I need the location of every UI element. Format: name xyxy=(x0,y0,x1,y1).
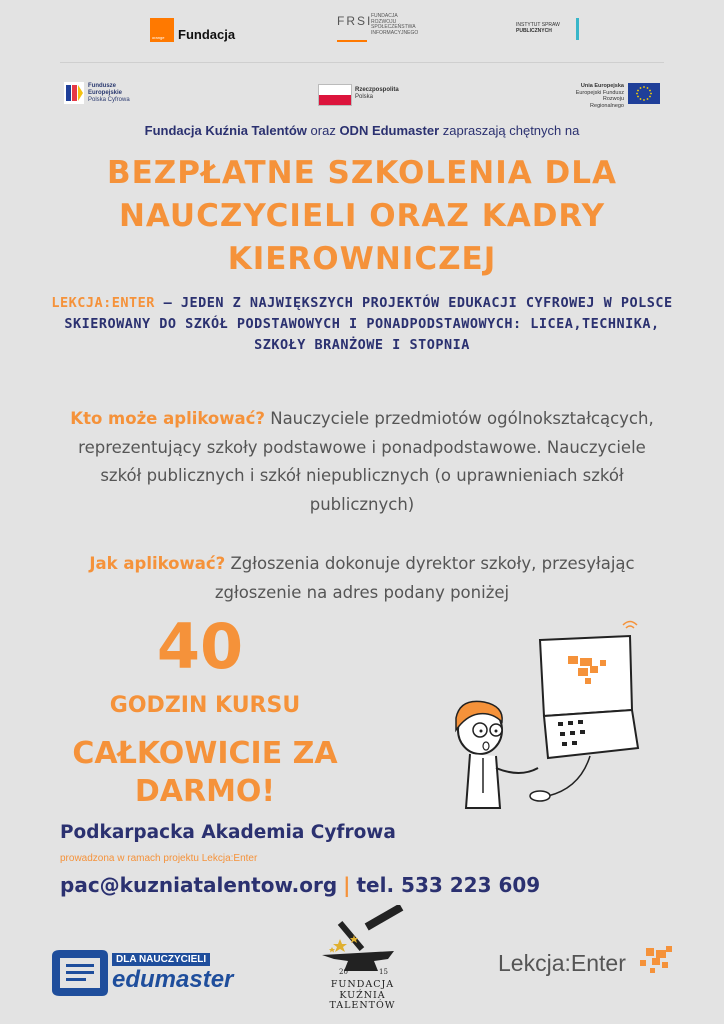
frsi-sub-line: FUNDACJA xyxy=(371,13,398,19)
hours-label: GODZIN KURSU xyxy=(109,693,301,718)
pac-subtitle: prowadzona w ramach projektu Lekcja:Enter xyxy=(60,853,258,864)
fundusze-europejskie-text xyxy=(88,83,130,104)
fe-line: Polska Cyfrowa xyxy=(88,97,130,103)
hours-number: 40 xyxy=(156,610,244,683)
who-lead: Kto może aplikować? xyxy=(70,409,265,428)
contact-email[interactable]: pac@kuzniatalentow.org xyxy=(60,873,338,897)
isp-line: INSTYTUT SPRAW xyxy=(516,22,560,28)
headline-line: KIEROWNICZEJ xyxy=(227,241,497,277)
invite-rest: zapraszają chętnych na xyxy=(439,123,580,138)
contact-line xyxy=(60,873,540,897)
who-can-apply xyxy=(60,405,664,519)
ue-line: Europejski Fundusz xyxy=(575,89,624,96)
rp-line: Rzeczpospolita xyxy=(355,87,399,93)
headline-line: BEZPŁATNE SZKOLENIA DLA xyxy=(106,155,617,191)
edumaster-brand: edumaster xyxy=(112,966,234,993)
kt-line: TALENTÓW xyxy=(329,1000,396,1011)
contact-separator: | xyxy=(343,873,351,897)
orange-logo-text: orange xyxy=(152,35,165,40)
pac-name: Podkarpacka Akademia Cyfrowa xyxy=(60,822,396,843)
fe-line: Fundusze xyxy=(88,83,116,89)
frsi-underline xyxy=(337,40,367,42)
kt-line: FUNDACJA xyxy=(330,979,395,990)
kt-line: KUŹNIA xyxy=(339,989,386,1001)
kt-year-second: 15 xyxy=(379,968,388,976)
isp-line: PUBLICZNYCH xyxy=(516,28,552,34)
orange-logo xyxy=(150,18,174,42)
kuznia-talentow-text xyxy=(320,980,405,1012)
rp-line: Polska xyxy=(355,94,374,100)
project-text: – JEDEN Z NAJWIĘKSZYCH PROJEKTÓW EDUKACJI CYFROWEJ W POLSCE SKIEROWANY DO SZKÓŁ PODSTAWOWYCH I PONADPODSTAWOWYCH: LICEA,TECHNIKA, SZKOŁY BRANŻOWE I STOPNIA xyxy=(64,295,673,353)
lekcja-enter-pixels-icon xyxy=(636,944,676,976)
fe-line: Europejskie xyxy=(88,90,123,96)
header-divider xyxy=(60,62,664,63)
how-text: Zgłoszenia dokonuje dyrektor szkoły, przesyłając zgłoszenie na adres podany poniżej xyxy=(214,554,635,602)
frsi-subtitle xyxy=(371,14,418,36)
anvil-logo-icon xyxy=(318,905,408,975)
headline-line: NAUCZYCIELI ORAZ KADRY xyxy=(118,198,606,234)
eu-flag-icon xyxy=(628,83,660,104)
invitation-line xyxy=(0,123,724,138)
polish-flag-icon xyxy=(318,84,352,106)
frsi-logo: FRSI xyxy=(337,14,373,28)
contact-phone[interactable]: tel. 533 223 609 xyxy=(356,873,541,897)
frsi-sub-line: INFORMACYJNEGO xyxy=(371,29,419,36)
ue-line: Rozwoju Regionalnego xyxy=(590,96,624,109)
who-text: Nauczyciele przedmiotów ogólnokształcących, reprezentujący szkoły podstawowe i ponadpodstawowe. Nauczyciele szkół publicznych i szkół niepublicznych (o uprawnieniach szkół publicznych) xyxy=(78,409,654,514)
project-description xyxy=(40,293,684,356)
frsi-sub-line: ROZWOJU xyxy=(371,18,397,25)
edumaster-label: DLA NAUCZYCIELI xyxy=(112,953,210,966)
kt-year-first: 20 xyxy=(339,968,348,976)
headline xyxy=(40,152,684,281)
how-lead: Jak aplikować? xyxy=(89,554,226,573)
isp-logo xyxy=(516,22,560,34)
org-edumaster: ODN Edumaster xyxy=(339,123,440,138)
frsi-sub-line: SPOŁECZEŃSTWA xyxy=(371,24,416,30)
org-kuznia: Fundacja Kuźnia Talentów xyxy=(144,123,307,138)
isp-accent-bar xyxy=(576,18,579,40)
free-label: CAŁKOWICIE ZA DARMO! xyxy=(72,736,338,809)
rzeczpospolita-text xyxy=(355,87,399,101)
invite-and: oraz xyxy=(306,123,340,138)
teacher-laptop-illustration xyxy=(440,618,680,828)
project-name: LEKCJA:ENTER xyxy=(51,295,155,311)
how-to-apply xyxy=(60,550,664,607)
unia-europejska-text xyxy=(572,83,624,109)
ue-line: Unia Europejska xyxy=(580,83,624,89)
lekcja-enter-logo: Lekcja:Enter xyxy=(498,950,626,976)
fundusze-europejskie-icon xyxy=(64,82,84,104)
orange-fundacja-label: Fundacja xyxy=(178,27,236,42)
